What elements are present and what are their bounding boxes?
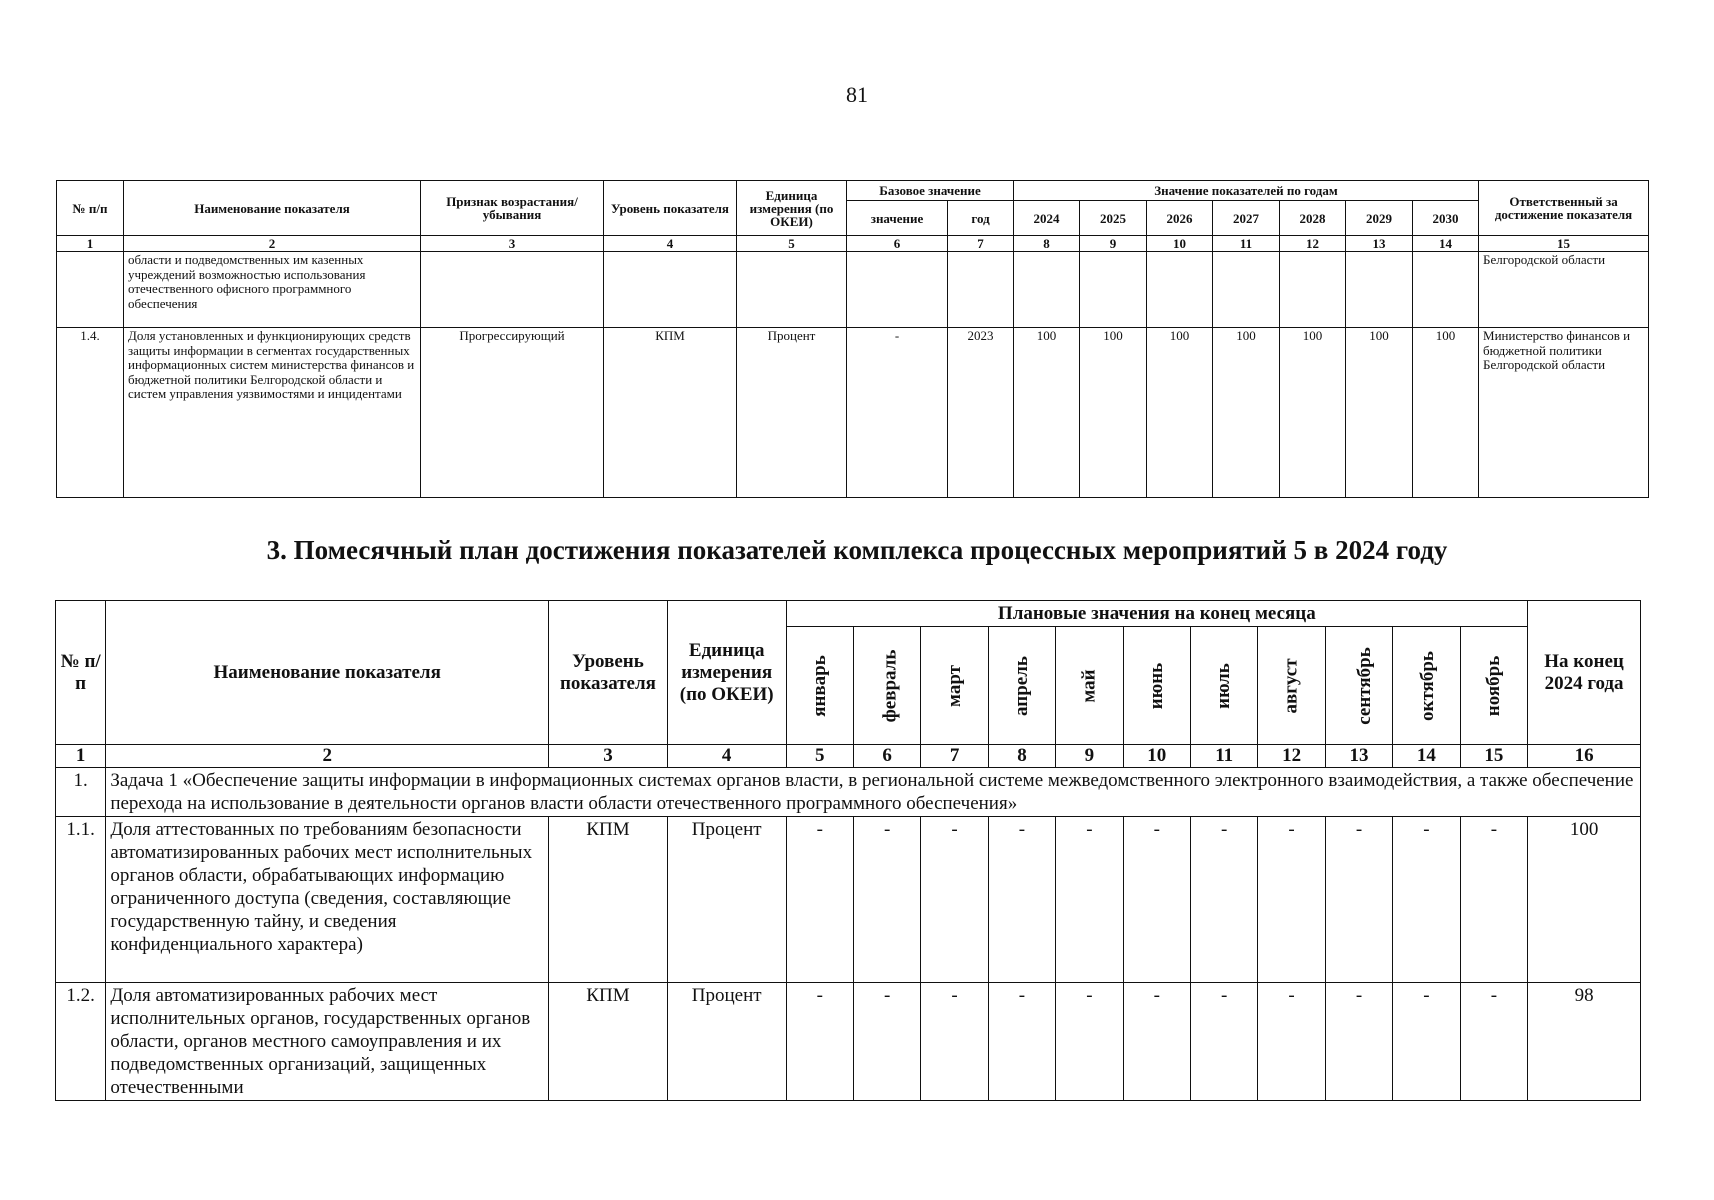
row-unit: Процент (667, 817, 786, 983)
row-name: Доля автоматизированных рабочих мест исполнительных органов, государственных органов области, органов местного самоуправления и их подведомственных организаций, защищенных отечественными (106, 983, 549, 1101)
column-number-row (56, 745, 1641, 768)
col-number: 10 (1147, 236, 1213, 252)
header-year: 2024 (1014, 201, 1080, 236)
header-month: март (921, 627, 988, 745)
header-years-group: Значение показателей по годам (1014, 181, 1479, 201)
col-number: 15 (1479, 236, 1649, 252)
header-unit: Единица измерения (по ОКЕИ) (667, 601, 786, 745)
row-year-end: 100 (1528, 817, 1641, 983)
col-number: 2 (106, 745, 549, 768)
row-base-value (847, 252, 948, 328)
col-number: 3 (421, 236, 604, 252)
header-responsible: Ответственный за достижение показателя (1479, 181, 1649, 236)
row-name: Доля аттестованных по требованиям безопасности автоматизированных рабочих мест исполнительных органов области, обрабатывающих информацию ограниченного доступа (сведения, составляющие государственную тайну, и сведения конфиденциального характера) (106, 817, 549, 983)
row-month-value: - (853, 983, 920, 1101)
header-month: ноябрь (1460, 627, 1528, 745)
row-num: 1.4. (57, 328, 124, 498)
row-sign (421, 252, 604, 328)
row-value (1413, 252, 1479, 328)
row-month-value: - (1460, 983, 1528, 1101)
col-number: 10 (1123, 745, 1190, 768)
row-value (1280, 252, 1346, 328)
header-month: май (1056, 627, 1123, 745)
row-base-year (948, 252, 1014, 328)
header-month: январь (786, 627, 853, 745)
header-name: Наименование показателя (124, 181, 421, 236)
row-month-value: - (1325, 817, 1392, 983)
row-month-value: - (1123, 817, 1190, 983)
row-base-year: 2023 (948, 328, 1014, 498)
row-unit (737, 252, 847, 328)
row-month-value: - (988, 817, 1055, 983)
col-number: 9 (1056, 745, 1123, 768)
page-number: 81 (846, 82, 868, 107)
col-number: 8 (1014, 236, 1080, 252)
row-value (1080, 252, 1147, 328)
header-level: Уровень показателя (549, 601, 668, 745)
row-month-value: - (1393, 983, 1460, 1101)
row-value: 100 (1080, 328, 1147, 498)
row-month-value: - (1460, 817, 1528, 983)
header-base: Базовое значение (847, 181, 1014, 201)
row-month-value: - (853, 817, 920, 983)
row-level (604, 252, 737, 328)
col-number: 5 (737, 236, 847, 252)
row-base-value: - (847, 328, 948, 498)
task-text: Задача 1 «Обеспечение защиты информации в информационных системах органов власти, в региональной системе межведомственного электронного взаимодействия, а также обеспечение перехода на использование в деятельности органов власти области отечественного программного обеспечения» (106, 768, 1641, 817)
row-value (1147, 252, 1213, 328)
column-number-row (57, 236, 1649, 252)
header-level: Уровень показателя (604, 181, 737, 236)
col-number: 15 (1460, 745, 1528, 768)
row-num (57, 252, 124, 328)
row-month-value: - (1190, 983, 1257, 1101)
col-number: 9 (1080, 236, 1147, 252)
task-row (56, 768, 1641, 817)
header-month: сентябрь (1325, 627, 1392, 745)
col-number: 2 (124, 236, 421, 252)
header-month: февраль (853, 627, 920, 745)
header-year: 2027 (1213, 201, 1280, 236)
row-name: области и подведомственных им казенных учреждений возможностью использования отечественного офисного программного обеспечения (124, 252, 421, 328)
row-month-value: - (786, 817, 853, 983)
row-value: 100 (1280, 328, 1346, 498)
monthly-plan-table (55, 600, 1641, 1101)
header-year: 2026 (1147, 201, 1213, 236)
col-number: 12 (1280, 236, 1346, 252)
table-row (56, 817, 1641, 983)
col-number: 6 (847, 236, 948, 252)
col-number: 5 (786, 745, 853, 768)
col-number: 6 (853, 745, 920, 768)
row-level: КПМ (549, 983, 668, 1101)
col-number: 8 (988, 745, 1055, 768)
header-sign: Признак возрастания/ убывания (421, 181, 604, 236)
row-month-value: - (1325, 983, 1392, 1101)
col-number: 16 (1528, 745, 1641, 768)
row-month-value: - (1190, 817, 1257, 983)
header-base-value: значение (847, 201, 948, 236)
indicators-table (56, 180, 1649, 498)
row-unit: Процент (667, 983, 786, 1101)
section-heading: 3. Помесячный план достижения показателей комплекса процессных мероприятий 5 в 2024 году (266, 535, 1448, 565)
header-year: 2030 (1413, 201, 1479, 236)
header-year: 2029 (1346, 201, 1413, 236)
header-num: № п/п (56, 601, 106, 745)
col-number: 11 (1190, 745, 1257, 768)
task-num: 1. (56, 768, 106, 817)
col-number: 7 (948, 236, 1014, 252)
header-unit: Единица измерения (по ОКЕИ) (737, 181, 847, 236)
row-responsible: Министерство финансов и бюджетной политики Белгородской области (1479, 328, 1649, 498)
row-level: КПМ (604, 328, 737, 498)
row-year-end: 98 (1528, 983, 1641, 1101)
col-number: 7 (921, 745, 988, 768)
col-number: 4 (667, 745, 786, 768)
header-month: август (1258, 627, 1325, 745)
col-number: 13 (1325, 745, 1392, 768)
row-unit: Процент (737, 328, 847, 498)
header-base-year: год (948, 201, 1014, 236)
col-number: 13 (1346, 236, 1413, 252)
row-num: 1.2. (56, 983, 106, 1101)
row-value (1346, 252, 1413, 328)
col-number: 11 (1213, 236, 1280, 252)
row-value: 100 (1413, 328, 1479, 498)
table-row (57, 328, 1649, 498)
header-month: июль (1190, 627, 1257, 745)
row-value: 100 (1014, 328, 1080, 498)
header-num: № п/п (57, 181, 124, 236)
header-year: 2025 (1080, 201, 1147, 236)
row-num: 1.1. (56, 817, 106, 983)
row-month-value: - (1258, 817, 1325, 983)
row-month-value: - (1123, 983, 1190, 1101)
row-value: 100 (1346, 328, 1413, 498)
header-month: апрель (988, 627, 1055, 745)
row-month-value: - (786, 983, 853, 1101)
row-value: 100 (1213, 328, 1280, 498)
col-number: 4 (604, 236, 737, 252)
row-month-value: - (1056, 817, 1123, 983)
row-month-value: - (1056, 983, 1123, 1101)
header-name: Наименование показателя (106, 601, 549, 745)
row-month-value: - (921, 817, 988, 983)
table-row (56, 983, 1641, 1101)
col-number: 12 (1258, 745, 1325, 768)
header-planned: Плановые значения на конец месяца (786, 601, 1528, 627)
row-value (1014, 252, 1080, 328)
row-name: Доля установленных и функционирующих средств защиты информации в сегментах государственных информационных систем министерства финансов и бюджетной политики Белгородской области и систем управления уязвимостями и инцидентами (124, 328, 421, 498)
row-month-value: - (988, 983, 1055, 1101)
col-number: 3 (549, 745, 668, 768)
row-value: 100 (1147, 328, 1213, 498)
row-month-value: - (1393, 817, 1460, 983)
row-sign: Прогрессирующий (421, 328, 604, 498)
col-number: 14 (1413, 236, 1479, 252)
row-value (1213, 252, 1280, 328)
table-row (57, 252, 1649, 328)
header-year: 2028 (1280, 201, 1346, 236)
col-number: 1 (56, 745, 106, 768)
col-number: 14 (1393, 745, 1460, 768)
row-month-value: - (921, 983, 988, 1101)
header-month: октябрь (1393, 627, 1460, 745)
header-month: июнь (1123, 627, 1190, 745)
col-number: 1 (57, 236, 124, 252)
row-month-value: - (1258, 983, 1325, 1101)
header-year-end: На конец 2024 года (1528, 601, 1641, 745)
row-level: КПМ (549, 817, 668, 983)
row-responsible: Белгородской области (1479, 252, 1649, 328)
